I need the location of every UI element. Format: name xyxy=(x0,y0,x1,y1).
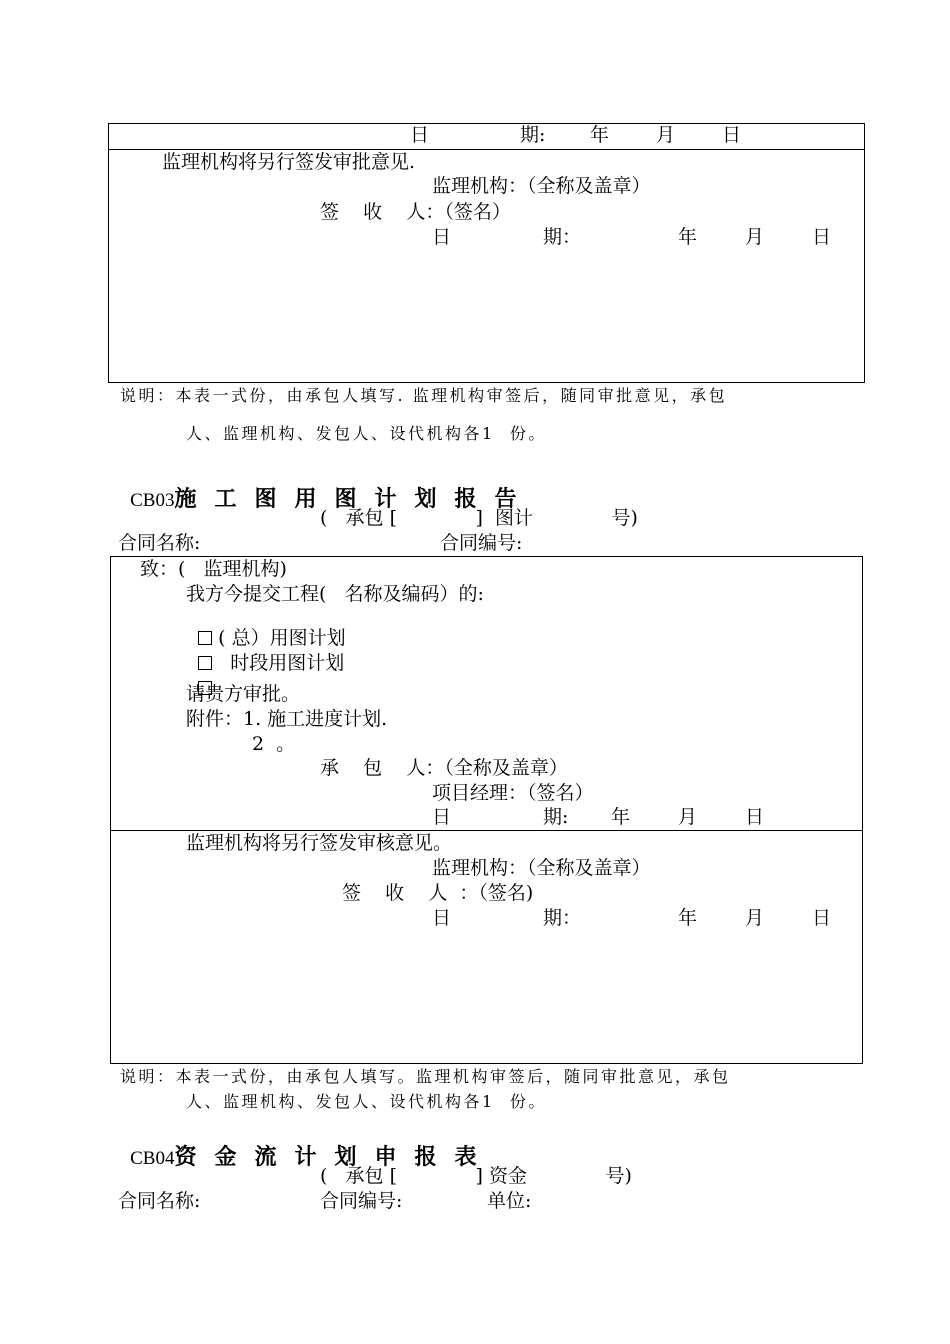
cb04-subtitle: ( 承包 [ ] 资金 号) xyxy=(320,1165,632,1187)
sig-date-nian: 年 xyxy=(678,907,698,929)
contract-no-label: 合同编号: xyxy=(440,532,523,554)
sig-date-ri2: 日 xyxy=(812,907,832,929)
contractor-label: 承 包 人：（全称及盖章） xyxy=(320,757,568,779)
contract-no-label: 合同编号: xyxy=(320,1190,403,1212)
option-label: 时段用图计划 xyxy=(218,652,345,674)
submit-line: 我方今提交工程( 名称及编码）的: xyxy=(186,583,484,605)
date-yue: 月 xyxy=(678,806,698,828)
form-title: 资金流计划申报表 xyxy=(174,1145,495,1170)
sig-date-qi: 期： xyxy=(543,907,582,929)
date-ri2: 日 xyxy=(745,806,765,828)
pm-label: 项目经理：（签名） xyxy=(432,782,594,804)
sig-date-nian: 年 xyxy=(678,226,698,248)
option-label: ( 总）用图计划 xyxy=(218,627,346,649)
date-nian: 年 xyxy=(611,806,631,828)
cb03-subtitle: ( 承包 [ ] 图计 号) xyxy=(320,507,638,529)
cb04-title xyxy=(118,1128,494,1169)
sig-date-ri2: 日 xyxy=(812,226,832,248)
note-line2: 人、监理机构、发包人、设代机构各1 份。 xyxy=(186,1092,547,1111)
table-divider xyxy=(108,149,865,150)
sig-date-qi: 期： xyxy=(543,226,582,248)
contract-name-label: 合同名称: xyxy=(118,1190,201,1212)
sig-date-yue: 月 xyxy=(745,907,765,929)
note-line2: 人、监理机构、发包人、设代机构各1 份。 xyxy=(186,424,547,443)
attachment-2: 2 。 xyxy=(252,733,296,755)
form-title: 施工图用图计划报告 xyxy=(174,487,535,512)
form-code: CB04 xyxy=(130,1148,175,1169)
attachment-1: 附件：1. 施工进度计划. xyxy=(186,708,388,730)
note-line1: 说明：本表一式份，由承包人填写. 监理机构审签后，随同审批意见，承包 xyxy=(120,386,728,405)
contract-name-label: 合同名称: xyxy=(118,532,201,554)
date-qi: 期: xyxy=(520,124,546,146)
review-text: 监理机构将另行签发审核意见。 xyxy=(186,832,453,854)
form-code: CB03 xyxy=(130,490,175,511)
date-ri: 日 xyxy=(410,124,430,146)
unit-label: 单位: xyxy=(487,1190,532,1212)
approval-request: 请贵方审批。 xyxy=(186,683,301,705)
sig-date-yue: 月 xyxy=(745,226,765,248)
date-nian: 年 xyxy=(590,124,610,146)
date-yue: 月 xyxy=(656,124,676,146)
sig-date-ri: 日 xyxy=(432,226,452,248)
date-ri: 日 xyxy=(432,806,452,828)
recipient-label: 签 收 人 ：（签名) xyxy=(342,882,534,904)
date-ri2: 日 xyxy=(722,124,742,146)
sig-date-ri: 日 xyxy=(432,907,452,929)
recipient-label: 签 收 人：（签名） xyxy=(320,201,511,223)
note-line1: 说明：本表一式份，由承包人填写。监理机构审签后，随同审批意见，承包 xyxy=(120,1067,731,1086)
date-qi: 期: xyxy=(543,806,569,828)
cb03-title xyxy=(118,470,534,511)
table-divider xyxy=(110,830,863,831)
to-line: 致：( 监理机构) xyxy=(140,558,287,580)
supervisor-org: 监理机构：（全称及盖章） xyxy=(432,175,651,197)
supervisor-org: 监理机构：（全称及盖章） xyxy=(432,857,651,879)
opinion-text: 监理机构将另行签发审批意见. xyxy=(162,151,416,173)
